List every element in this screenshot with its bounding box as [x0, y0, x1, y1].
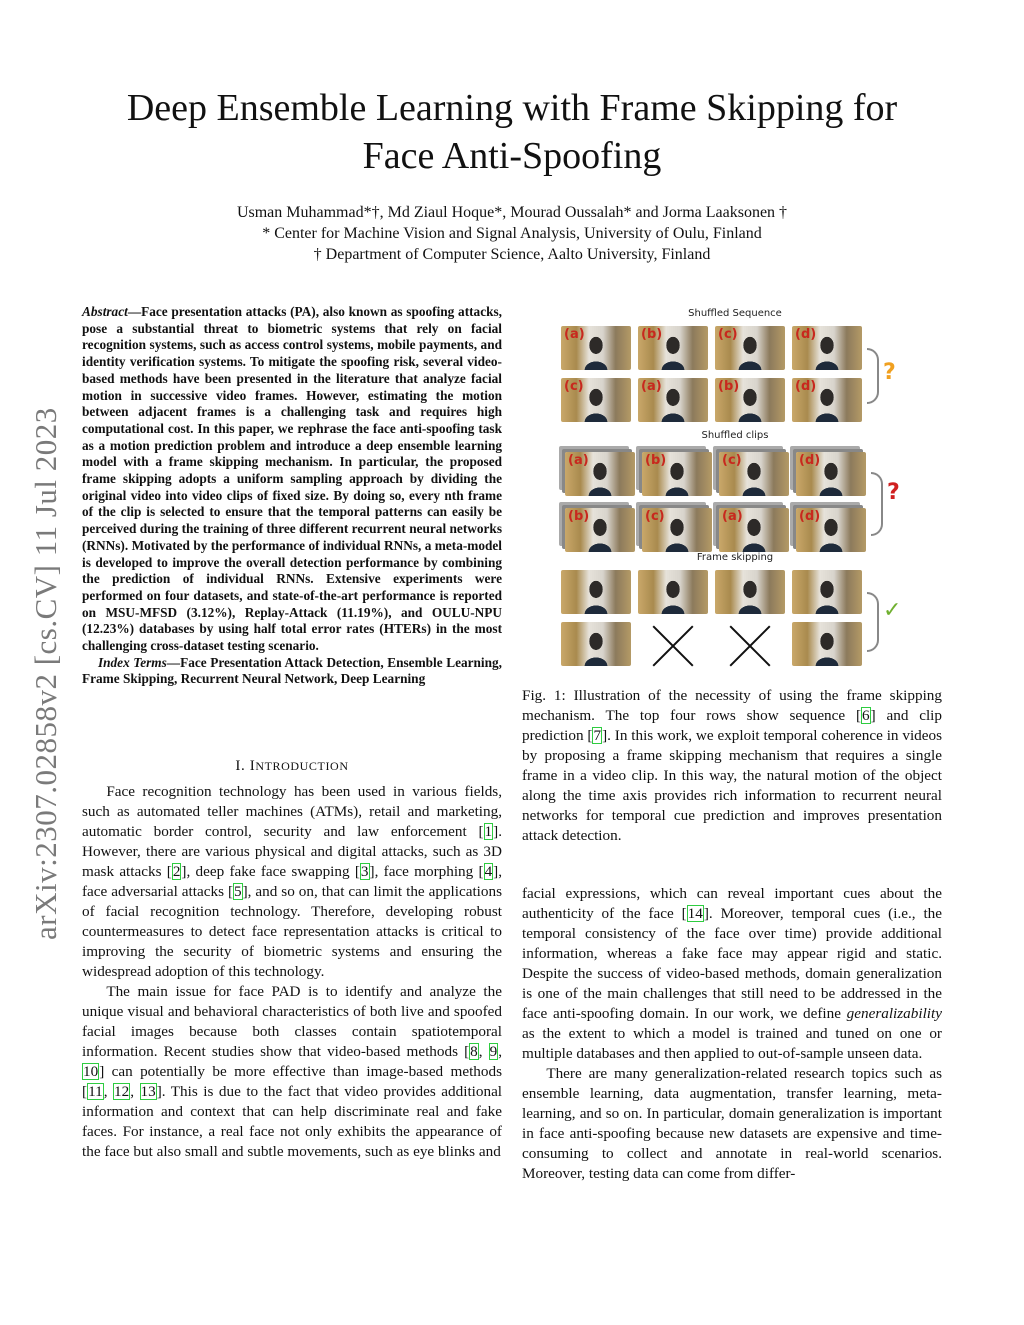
video-frame	[638, 570, 708, 614]
video-clip: (b)	[565, 508, 635, 552]
video-clip: (d)	[796, 452, 866, 496]
video-frame	[715, 570, 785, 614]
affiliation-oulu: * Center for Machine Vision and Signal Analysis, University of Oulu, Finland	[262, 225, 762, 242]
question-mark-icon: ?	[883, 360, 896, 385]
video-clip: (d)	[796, 508, 866, 552]
label-shuffled-clips: Shuffled clips	[701, 430, 769, 441]
video-frame	[792, 622, 862, 666]
abstract-label: Abstract	[82, 304, 128, 319]
video-frame: (a)	[638, 378, 708, 422]
citation-link[interactable]: 14	[687, 905, 703, 922]
bracket-icon	[871, 472, 883, 536]
video-frame: (b)	[638, 326, 708, 370]
check-mark-icon: ✓	[883, 598, 902, 623]
citation-link[interactable]: 9	[489, 1043, 498, 1060]
arxiv-identifier: arXiv:2307.02858v2 [cs.CV] 11 Jul 2023	[28, 407, 63, 940]
citation-link[interactable]: 12	[114, 1083, 130, 1100]
label-shuffled-sequence: Shuffled Sequence	[688, 308, 782, 319]
bracket-icon	[867, 592, 879, 652]
citation-link[interactable]: 6	[862, 707, 870, 724]
index-terms-label: Index Terms	[97, 654, 167, 670]
citation-link[interactable]: 1	[484, 823, 493, 840]
video-frame: (c)	[715, 326, 785, 370]
cross-icon	[651, 624, 695, 668]
video-clip: (b)	[642, 452, 712, 496]
index-terms-text: Face Presentation Attack Detection, Ensemble Learning, Frame Skipping, Recurrent Neural Network, Deep Learning	[82, 654, 502, 687]
title-line-2: Face Anti-Spoofing	[362, 135, 662, 177]
video-frame	[561, 622, 631, 666]
citation-link[interactable]: 2	[172, 863, 181, 880]
citation-link[interactable]: 3	[360, 863, 369, 880]
intro-left-column	[82, 782, 502, 1162]
citation-link[interactable]: 8	[470, 1043, 478, 1060]
section-heading-introduction: I. INTRODUCTION	[235, 758, 349, 774]
intro-right-column	[522, 884, 942, 1184]
video-frame: (a)	[561, 326, 631, 370]
citation-link[interactable]: 11	[88, 1083, 103, 1100]
figure-1-caption: Fig. 1: Illustration of the necessity of using the frame skipping mechanism. The top four rows show sequence [6] and clip prediction [7]. In this work, we exploit temporal coherence in videos by proposing a frame skipping mechanism that requires a single frame in a video clip. In this way, the natural motion of the object along the time axis provides rich information to recurrent neural networks for temporal cue prediction and improves presentation attack detection.	[522, 687, 942, 844]
video-frame: (d)	[792, 378, 862, 422]
affiliation-aalto: † Department of Computer Science, Aalto University, Finland	[313, 246, 711, 263]
cross-icon	[728, 624, 772, 668]
author-list: Usman Muhammad*†, Md Ziaul Hoque*, Mourad Oussalah* and Jorma Laaksonen †	[236, 204, 788, 221]
intro-paragraph-3: facial expressions, which can reveal important cues about the authenticity of the face [14]. Moreover, temporal cues (i.e., the temporal consistency of the face over time) provide additional information, whereas a fake face may appear rigid and static. Despite the success of video-based methods, domain generalization is one of the main challenges that still need to be addressed in the face anti-spoofing domain. In our work, we define generalizability as the extent to which a model is trained and tuned on one or multiple databases and then applied to out-of-sample unseen data.	[522, 885, 942, 1062]
title-line-1: Deep Ensemble Learning with Frame Skipping for	[126, 87, 898, 129]
video-frame	[561, 570, 631, 614]
video-clip: (c)	[642, 508, 712, 552]
bracket-icon	[867, 348, 879, 404]
citation-link[interactable]: 4	[484, 863, 493, 880]
citation-link[interactable]: 7	[593, 727, 602, 744]
video-frame	[792, 570, 862, 614]
video-frame: (b)	[715, 378, 785, 422]
video-clip: (a)	[719, 508, 789, 552]
intro-paragraph-1: Face recognition technology has been used in various fields, such as automated teller machines (ATMs), retail and marketing, automatic border control, security and law enforcement [1]. However, there are various physical and digital attacks, such as 3D mask attacks [2], deep fake face swapping [3], face morphing [4], face adversarial attacks [5], and so on, that can limit the applications of facial recognition technology. Therefore, developing robust countermeasures to detect face representation attacks is critical to improving the security of biometric systems and ensuring the widespread adoption of this technology.	[82, 783, 503, 980]
intro-paragraph-2: The main issue for face PAD is to identify and analyze the unique visual and behavioral characteristics of both live and spoofed facial images because both classes contain spatiotemporal information. Recent studies show that video-based methods [8, 9, 10] can potentially be more effective than image-based methods [11, 12, 13]. This is due to the fact that video provides additional information and context that can help discriminate real and fake faces. For instance, a real face not only exhibits the appearance of the face but also small and subtle movements, such as eye blinks and	[82, 983, 503, 1160]
abstract-text: Face presentation attacks (PA), also known as spoofing attacks, pose a substantial threat to biometric systems that rely on facial recognition systems, such as access control systems, mobile payments, and identity verification systems. To mitigate the spoofing risk, several video-based methods have been presented in the literature that analyze facial motion in successive video frames. However, estimating the motion between adjacent frames is a challenging task and requires high computational cost. In this paper, we rephrase the face anti-spoofing task as a motion prediction problem and introduce a deep ensemble learning model with a frame skipping mechanism. In particular, the proposed frame skipping adopts a uniform sampling approach by dividing the original video into video clips of fixed size. By doing so, every nth frame of the clip is selected to ensure that the temporal patterns can easily be perceived during the training of three different recurrent neural networks (RNNs). Motivated by the performance of individual RNNs, a meta-model is developed to improve the overall detection performance by combining the prediction of individual RNNs. Extensive experiments were performed on four datasets, and state-of-the-art performance is reported on MSU-MFSD (3.12%), Replay-Attack (11.19%), and OULU-NPU (12.23%) databases by using half total error rates (HTERs) in the most challenging cross-dataset testing scenario.	[82, 304, 502, 654]
intro-paragraph-4: There are many generalization-related research topics such as ensemble learning, data augmentation, transfer learning, meta-learning, and so on. In particular, domain generalization is important in face anti-spoofing because new datasets are expensive and time-consuming to collect and annotate in real-world scenarios. Moreover, testing data can come from differ-	[522, 1065, 942, 1182]
video-clip: (a)	[565, 452, 635, 496]
abstract: Abstract—Face presentation attacks (PA), also known as spoofing attacks, pose a substantial threat to biometric systems that rely on facial recognition systems, such as access control systems, mobile payments, and identity verification systems. To mitigate the spoofing risk, several video-based methods have been presented in the literature that analyze facial motion in successive video frames. However, estimating the motion between adjacent frames is a challenging task and requires high computational cost. In this paper, we rephrase the face anti-spoofing task as a motion prediction problem and introduce a deep ensemble learning model with a frame skipping mechanism. In particular, the proposed frame skipping adopts a uniform sampling approach by dividing the original video into video clips of fixed size. By doing so, every nth frame of the clip is selected to ensure that the temporal patterns can easily be perceived during the training of three different recurrent neural networks (RNNs). Motivated by the performance of individual RNNs, a meta-model is developed to improve the overall detection performance by combining the prediction of individual RNNs. Extensive experiments were performed on four datasets, and state-of-the-art performance is reported on MSU-MFSD (3.12%), Replay-Attack (11.19%), and OULU-NPU (12.23%) databases by using half total error rates (HTERs) in the most challenging cross-dataset testing scenario. Index Terms—Face Presentation Attack Detection, Ensemble Learning, Frame Skipping, Recurrent Neural Network, Deep Learning	[82, 304, 502, 687]
video-clip: (c)	[719, 452, 789, 496]
question-mark-icon: ?	[887, 480, 900, 505]
video-frame: (c)	[561, 378, 631, 422]
paper-title	[0, 84, 1024, 180]
citation-link[interactable]: 10	[83, 1063, 99, 1080]
video-frame: (d)	[792, 326, 862, 370]
label-frame-skipping: Frame skipping	[696, 552, 774, 563]
citation-link[interactable]: 13	[140, 1083, 156, 1100]
index-terms: Index Terms—Face Presentation Attack Detection, Ensemble Learning, Frame Skipping, Recurrent Neural Network, Deep Learning	[82, 654, 502, 687]
citation-link[interactable]: 5	[234, 883, 242, 900]
figure-1	[557, 304, 913, 674]
